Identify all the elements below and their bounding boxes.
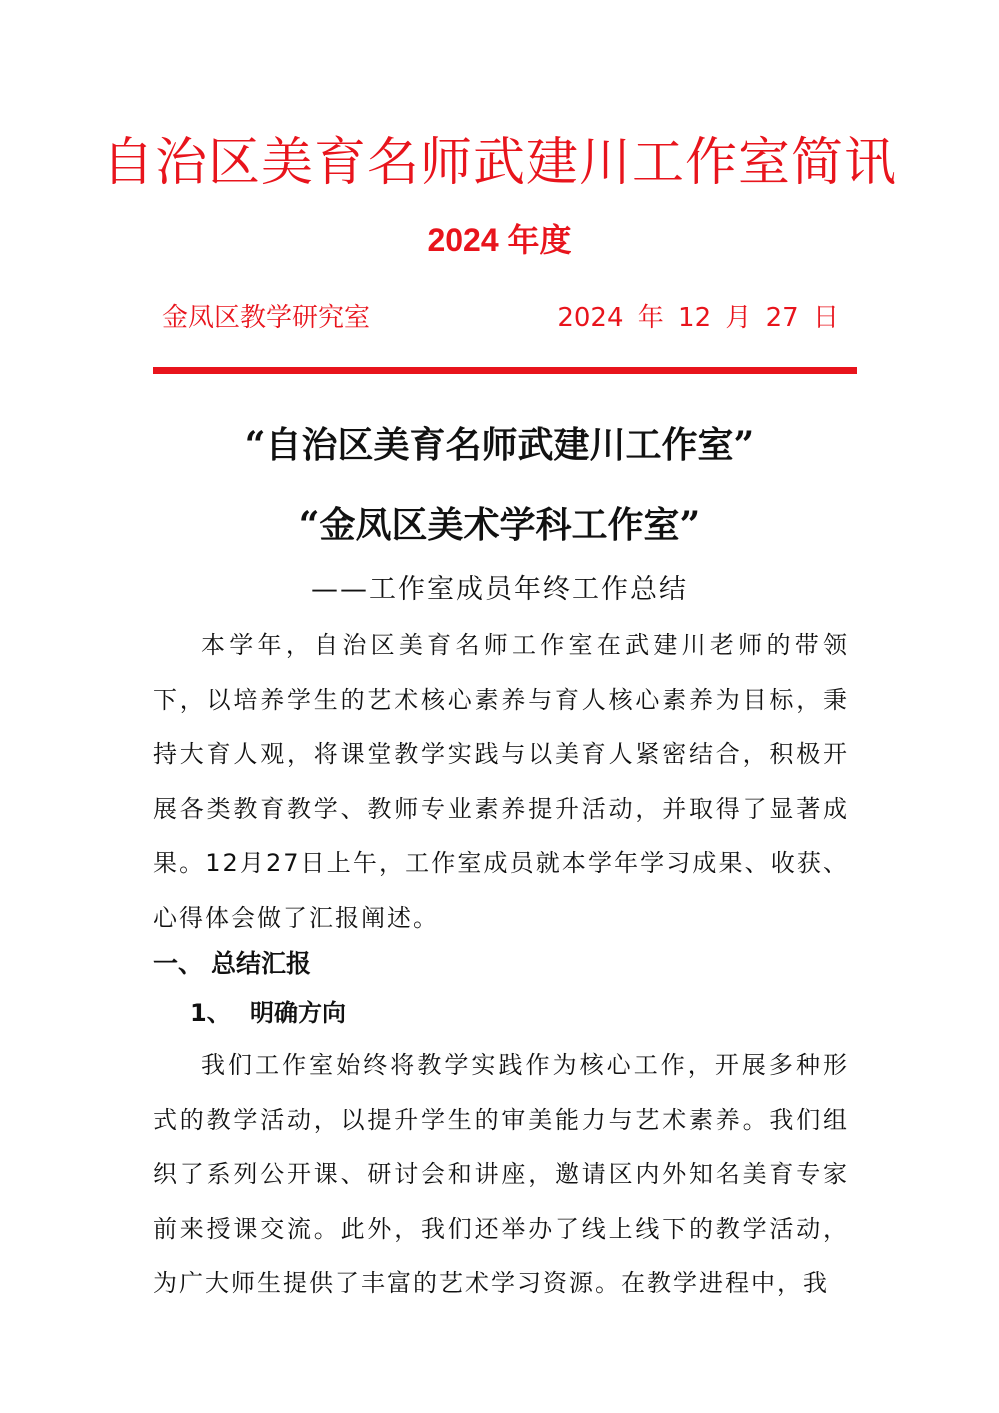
body-paragraph: 我们工作室始终将教学实践作为核心工作，开展多种形式的教学活动，以提升学生的审美能力与艺术素养。我们组织了系列公开课、研讨会和讲座，邀请区内外知名美育专家前来授课交流。此外，我们还举办了线上线下的教学活动，为广大师生提供了丰富的艺术学习资源。在教学进程中，我: [153, 1051, 849, 1298]
subsection-number: 1、: [190, 999, 231, 1027]
article-subtitle: ——工作室成员年终工作总结: [311, 574, 688, 605]
newsletter-year: 2024 年度: [427, 222, 572, 258]
section-title: 总结汇报: [211, 949, 312, 978]
section-heading: [153, 944, 311, 984]
subsection-title: 明确方向: [250, 999, 346, 1027]
article-title-line-2: “金凤区美术学科工作室”: [298, 504, 701, 546]
issuer-name: 金凤区教学研究室: [162, 303, 371, 333]
red-divider-line: [153, 367, 857, 374]
article-title-line-1: “自治区美育名师武建川工作室”: [244, 424, 755, 466]
intro-paragraph: 本学年，自治区美育名师工作室在武建川老师的带领下，以培养学生的艺术核心素养与育人核心素养为目标，秉持大育人观，将课堂教学实践与以美育人紧密结合，积极开展各类教育教学、教师专业素养提升活动，并取得了显著成果。12月27日上午，工作室成员就本学年学习成果、收获、心得体会做了汇报阐述。: [153, 631, 849, 932]
section-number: 一、: [153, 949, 204, 978]
issue-date: 2024 年 12 月 27 日: [557, 303, 839, 333]
newsletter-title: 自治区美育名师武建川工作室简讯: [101, 133, 897, 193]
subsection-heading: [190, 993, 346, 1033]
